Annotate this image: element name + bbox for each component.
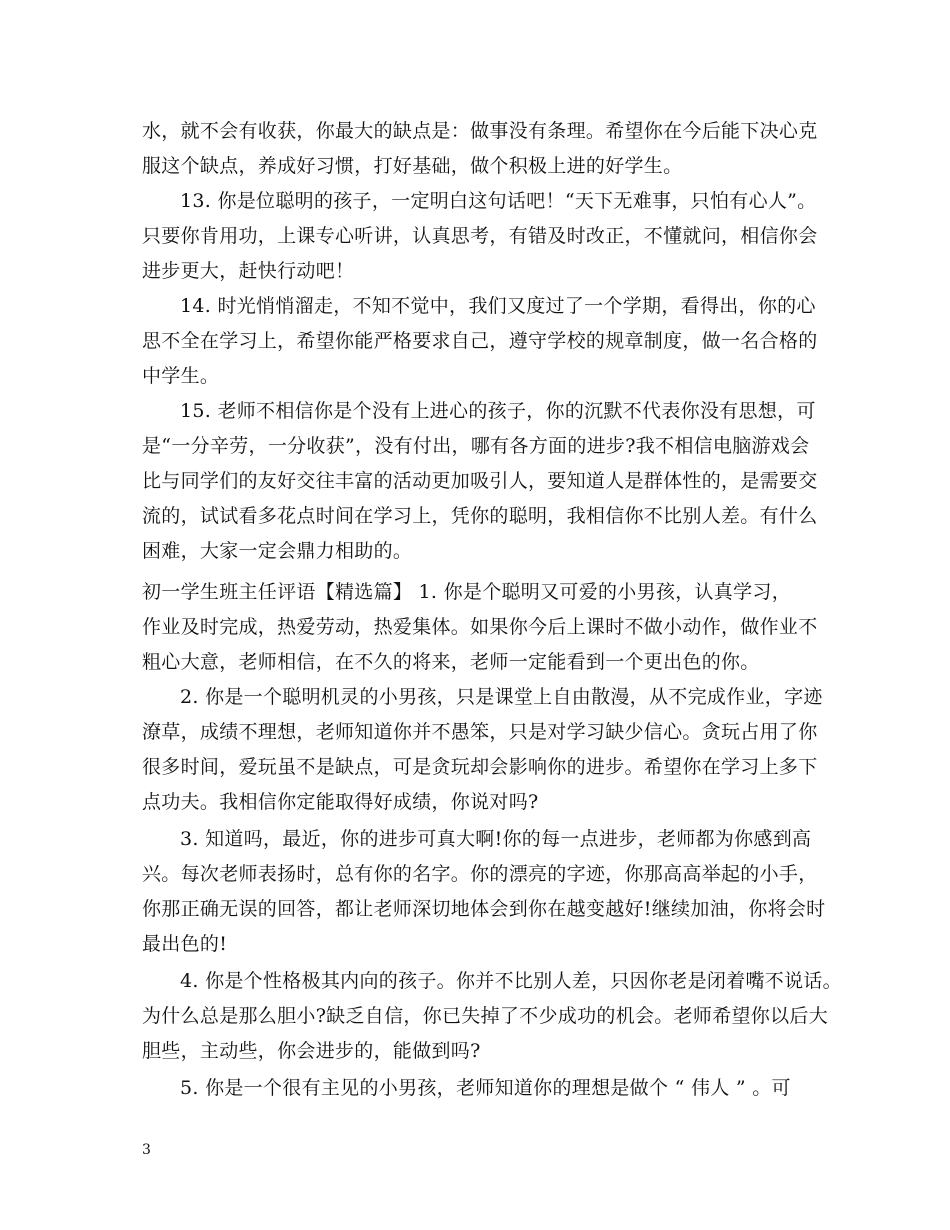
text-line: 13. 你是位聪明的孩子，一定明白这句话吧！“天下无难事，只怕有心人”。 — [180, 190, 817, 212]
text-line: 胆些，主动些，你会进步的，能做到吗? — [142, 1040, 481, 1062]
text-line: 15. 老师不相信你是个没有上进心的孩子，你的沉默不代表你没有思想，可 — [180, 400, 816, 422]
section-heading-line: 初一学生班主任评语【精选篇】 1. 你是个聪明又可爱的小男孩，认真学习， — [142, 581, 792, 603]
text-line: 服这个缺点，养成好习惯，打好基础，做个积极上进的好学生。 — [142, 155, 683, 177]
text-line: 最出色的! — [142, 933, 228, 955]
text-line: 14. 时光悄悄溜走，不知不觉中，我们又度过了一个学期，看得出，你的心 — [180, 295, 816, 317]
text-line: 只要你肯用功，上课专心听讲，认真思考，有错及时改正，不懂就问，相信你会 — [142, 225, 818, 247]
text-line: 是“一分辛劳，一分收获”，没有付出，哪有各方面的进步?我不相信电脑游戏会 — [142, 435, 810, 457]
text-line: 潦草，成绩不理想，老师知道你并不愚笨，只是对学习缺少信心。贪玩占用了你 — [142, 721, 818, 743]
text-line: 3. 知道吗，最近，你的进步可真大啊!你的每一点进步，老师都为你感到高 — [180, 828, 812, 850]
text-line: 5. 你是一个很有主见的小男孩，老师知道你的理想是做个 “ 伟人 ” 。可 — [180, 1077, 791, 1099]
text-line: 为什么总是那么胆小?缺乏自信，你已失掉了不少成功的机会。老师希望你以后大 — [142, 1005, 828, 1027]
text-line: 困难，大家一定会鼎力相助的。 — [142, 540, 413, 562]
text-line: 2. 你是一个聪明机灵的小男孩，只是课堂上自由散漫，从不完成作业，字迹 — [180, 686, 823, 708]
text-line: 流的，试试看多花点时间在学习上，凭你的聪明，我相信你不比别人差。有什么 — [142, 505, 818, 527]
text-line: 作业及时完成，热爱劳动，热爱集体。如果你今后上课时不做小动作，做作业不 — [142, 616, 818, 638]
text-line: 比与同学们的友好交往丰富的活动更加吸引人，要知道人是群体性的，是需要交 — [142, 470, 818, 492]
text-line: 你那正确无误的回答，都让老师深切地体会到你在越变越好!继续加油，你将会时 — [142, 898, 826, 920]
text-line: 粗心大意，老师相信，在不久的将来，老师一定能看到一个更出色的你。 — [142, 651, 760, 673]
text-line: 进步更大，赶快行动吧！ — [142, 260, 355, 282]
text-line: 4. 你是个性格极其内向的孩子。你并不比别人差，只因你老是闭着嘴不说话。 — [180, 970, 842, 992]
text-line: 思不全在学习上，希望你能严格要求自己，遵守学校的规章制度，做一名合格的 — [142, 330, 818, 352]
text-line: 兴。每次老师表扬时，总有你的名字。你的漂亮的字迹，你那高高举起的小手， — [142, 863, 818, 885]
text-line: 很多时间，爱玩虽不是缺点，可是贪玩却会影响你的进步。希望你在学习上多下 — [142, 756, 818, 778]
text-line: 水，就不会有收获，你最大的缺点是：做事没有条理。希望你在今后能下决心克 — [142, 120, 818, 142]
text-line: 点功夫。我相信你定能取得好成绩，你说对吗? — [142, 791, 539, 813]
page-number: 3 — [142, 1142, 151, 1158]
text-line: 中学生。 — [142, 365, 220, 387]
